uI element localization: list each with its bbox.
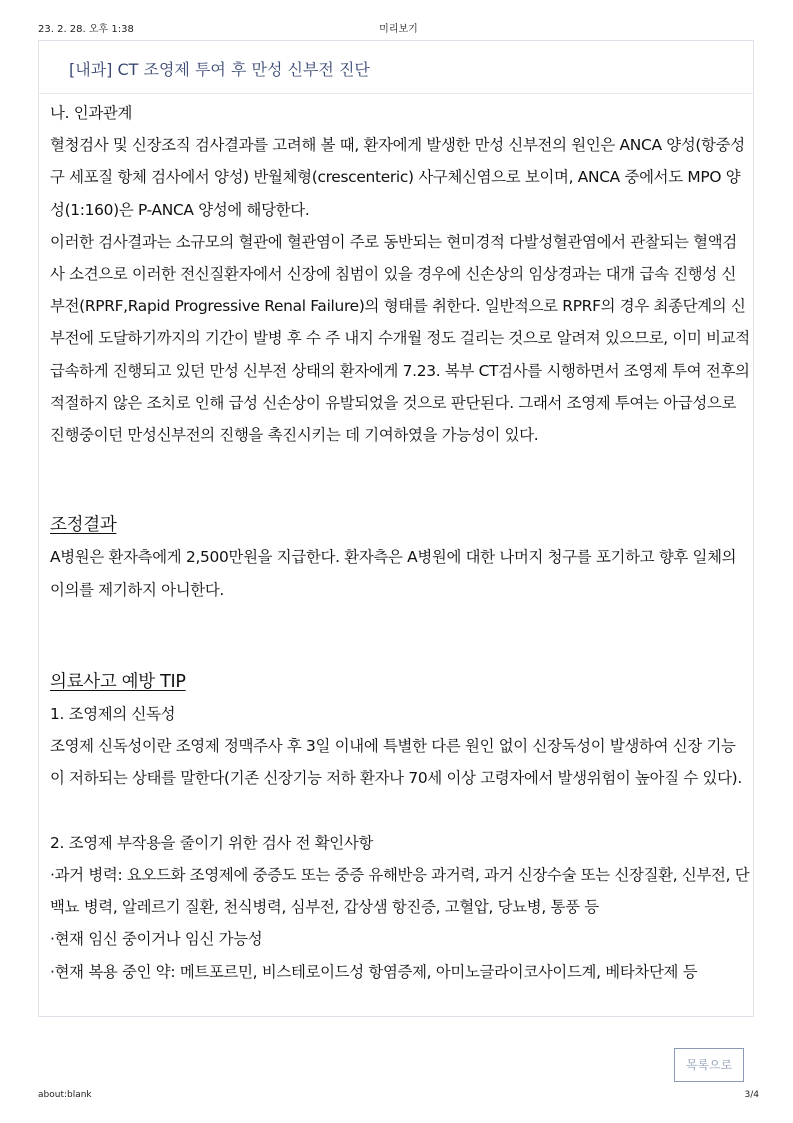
print-header [38, 20, 759, 34]
causality-paragraph-2: 이러한 검사결과는 소규모의 혈관에 혈관염이 주로 동반되는 현미경적 다발성혈관염에서 관찰되는 혈액검사 소견으로 이러한 전신질환자에서 신장에 침범이 있을 경우에 신손상의 임상경과는 대개 급속 진행성 신부전(RPRF,Rapid Progressive Renal Failure)의 형태를 취한다. 일반적으로 RPRF의 경우 최종단계의 신부전에 도달하기까지의 기간이 발병 후 수 주 내지 수개월 정도 걸리는 것으로 알려져 있으므로, 이미 비교적 급속하게 진행되고 있던 만성 신부전 상태의 환자에게 7.23. 복부 CT검사를 시행하면서 조영제 투여 전후의 적절하지 않은 조치로 인해 급성 신손상이 유발되었을 것으로 판단된다. 그래서 조영제 투여는 아급성으로 진행중이던 만성신부전의 진행을 촉진시키는 데 기여하였을 가능성이 있다. [50, 232, 750, 445]
print-title: 미리보기 [379, 24, 418, 35]
title-divider [39, 93, 753, 94]
back-to-list-button[interactable]: 목록으로 [674, 1048, 744, 1082]
article-frame [38, 40, 754, 1017]
tips-heading: 의료사고 예방 TIP [50, 671, 186, 692]
article-body [50, 97, 750, 988]
article-title: [내과] CT 조영제 투여 후 만성 신부전 진단 [69, 60, 370, 79]
tip-bullet: ·과거 병력: 요오드화 조영제에 중증도 또는 중증 유해반응 과거력, 과거 신장수술 또는 신장질환, 신부전, 단백뇨 병력, 알레르기 질환, 천식병력, 심부전, 갑상샘 항진증, 고혈압, 당뇨병, 통풍 등 [50, 866, 750, 917]
causality-paragraph-1: 혈청검사 및 신장조직 검사결과를 고려해 볼 때, 환자에게 발생한 만성 신부전의 원인은 ANCA 양성(항중성구 세포질 항체 검사에서 양성) 반월체형(crescenteric) 사구체신염으로 보이며, ANCA 중에서도 MPO 양성(1:160)은 P-ANCA 양성에 해당한다. [50, 136, 745, 219]
tip-bullet: ·현재 임신 중이거나 임신 가능성 [50, 930, 263, 949]
causality-heading: 나. 인과관계 [50, 104, 133, 122]
print-timestamp: 23. 2. 28. 오후 1:38 [38, 24, 134, 35]
print-url: about:blank [38, 1090, 92, 1100]
page-number: 3/4 [744, 1090, 759, 1100]
tip-bullet: ·현재 복용 중인 약: 메트포르민, 비스테로이드성 항염증제, 아미노글라이코사이드계, 베타차단제 등 [50, 962, 698, 981]
tip-section-2-title: 2. 조영제 부작용을 줄이기 위한 검사 전 확인사항 [50, 833, 374, 852]
tip-section-1-title: 1. 조영제의 신독성 [50, 705, 176, 724]
settlement-text: A병원은 환자측에게 2,500만원을 지급한다. 환자측은 A병원에 대한 나머지 청구를 포기하고 향후 일체의 이의를 제기하지 아니한다. [50, 548, 737, 599]
tip-section-1-text: 조영제 신독성이란 조영제 정맥주사 후 3일 이내에 특별한 다른 원인 없이 신장독성이 발생하여 신장 기능이 저하되는 상태를 말한다(기존 신장기능 저하 환자나 70세 이상 고령자에서 발생위험이 높아질 수 있다). [50, 737, 742, 788]
settlement-heading: 조정결과 [50, 515, 117, 536]
